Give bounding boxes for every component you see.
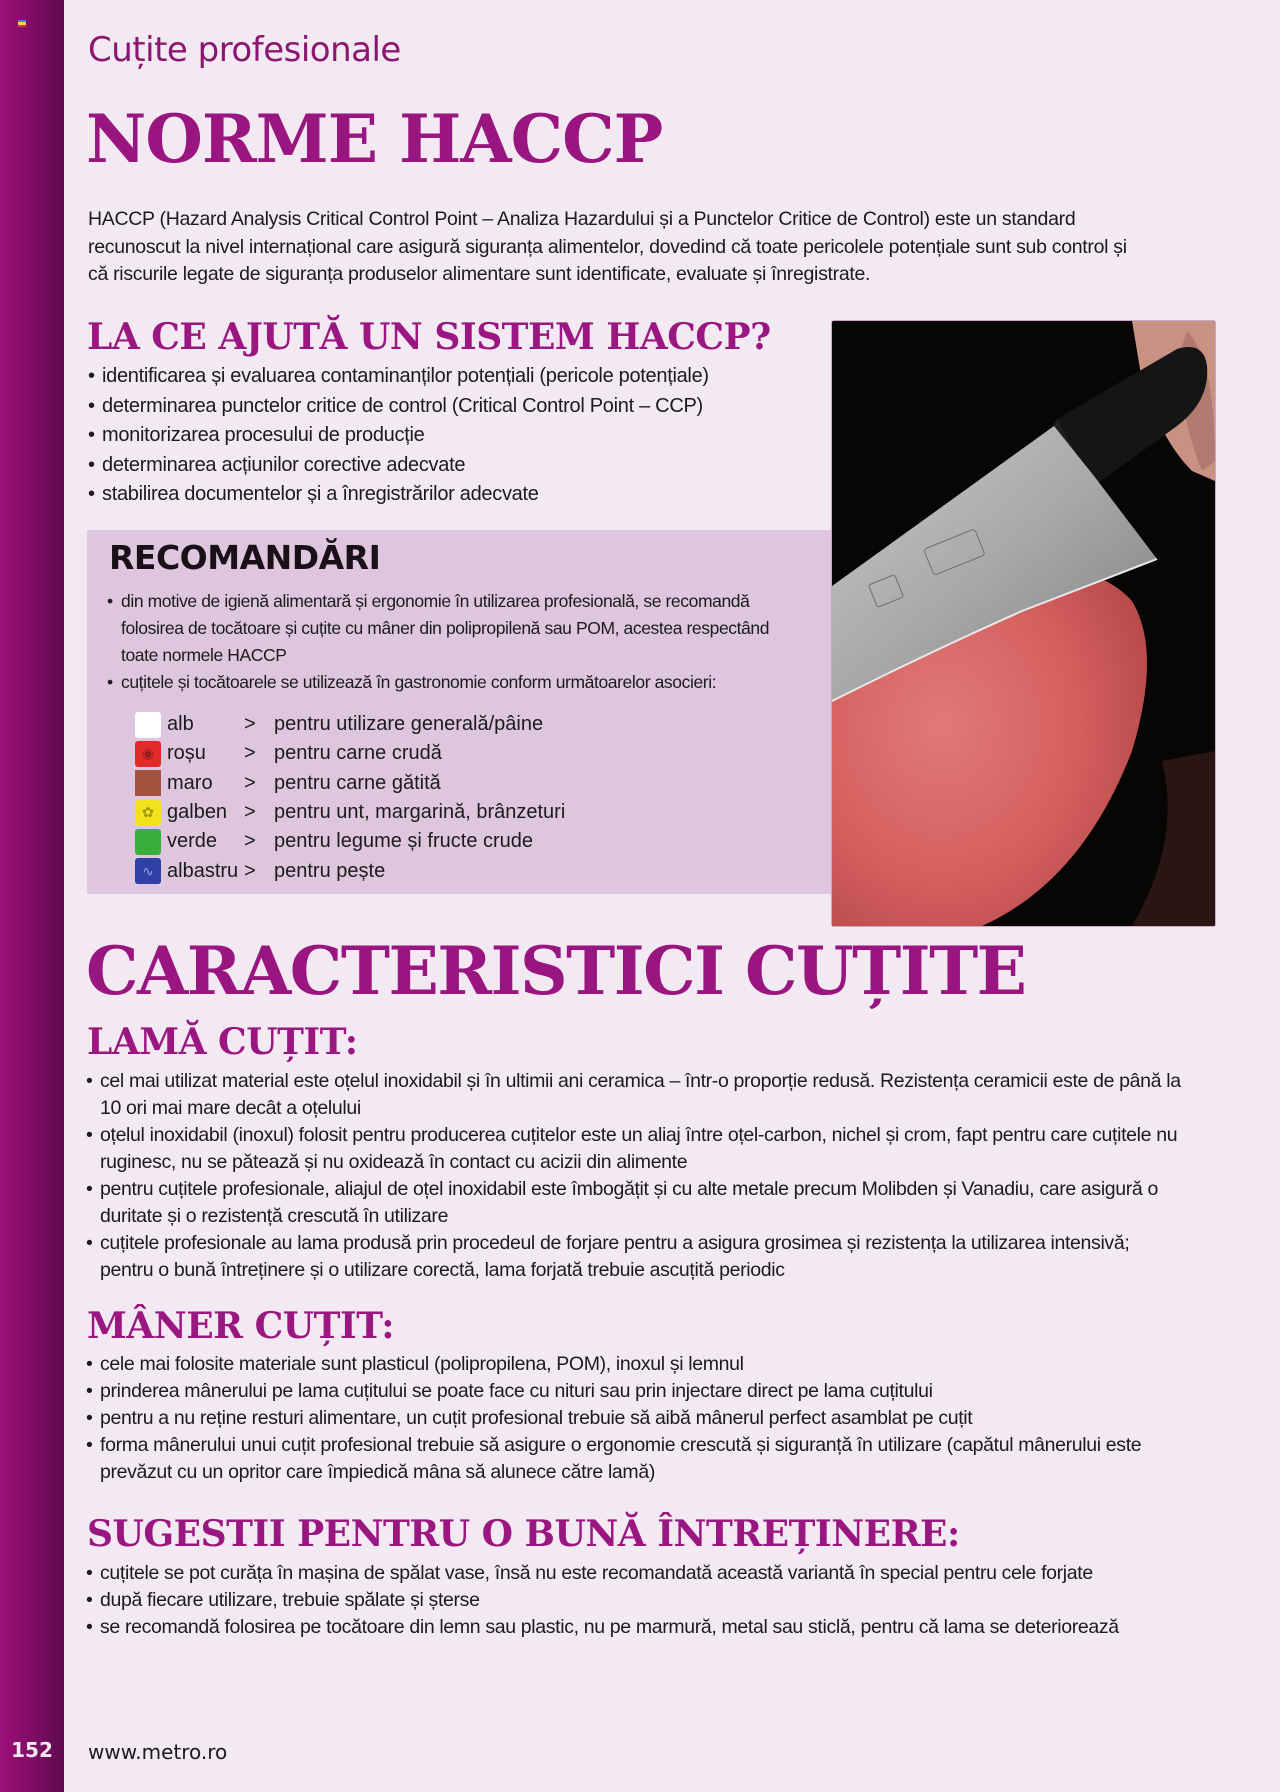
list-item: • determinarea acțiunilor corective adecvate <box>88 451 738 481</box>
list-item: • pentru a nu reține resturi alimentare, un cuțit profesional trebuie să aibă mânerul perfect asamblat pe cuțit <box>86 1405 1186 1432</box>
list-item: • din motive de igienă alimentară și ergonomie în utilizarea profesională, se recomandă folosirea de tocătoare și cuțite cu mâner din polipropilenă sau POM, acestea respectând toate normele HACCP <box>107 588 807 669</box>
list-item: • monitorizarea procesului de producție <box>88 421 738 451</box>
haccp-benefits-heading: LA CE AJUTĂ UN SISTEM HACCP? <box>87 316 771 358</box>
legend-row-green: verde > pentru legume și fructe crude <box>135 827 565 856</box>
vegetable-icon <box>135 829 161 855</box>
characteristics-title: CARACTERISTICI CUȚITE <box>86 932 1026 1010</box>
page-number: 152 <box>11 1738 53 1762</box>
list-item: • cuțitele se pot curăța în mașina de spălat vase, însă nu este recomandată această variantă în special pentru cele forjate <box>86 1560 1206 1587</box>
list-item: • identificarea și evaluarea contaminanților potențiali (pericole potențiale) <box>88 362 738 392</box>
legend-row-white: alb > pentru utilizare generală/pâine <box>135 710 565 739</box>
recommendations-box <box>87 530 832 894</box>
cow-icon: ◉ <box>135 741 161 767</box>
footer-website-link[interactable]: www.metro.ro <box>88 1740 228 1764</box>
bread-icon <box>135 712 161 738</box>
recommendations-list <box>107 588 807 696</box>
legend-row-yellow: ✿ galben > pentru unt, margarină, brânzeturi <box>135 798 565 827</box>
fish-icon: ∿ <box>135 858 161 884</box>
chicken-icon: ✿ <box>135 800 161 826</box>
list-item: • după fiecare utilizare, trebuie spălate și șterse <box>86 1587 1206 1614</box>
blade-list <box>86 1068 1186 1284</box>
maintenance-heading: SUGESTII PENTRU O BUNĂ ÎNTREȚINERE: <box>87 1513 960 1555</box>
legend-row-brown: maro > pentru carne gătită <box>135 769 565 798</box>
recommendations-heading: RECOMANDĂRI <box>109 538 381 577</box>
handle-heading: MÂNER CUȚIT: <box>87 1305 395 1347</box>
list-item: • se recomandă folosirea pe tocătoare din lemn sau plastic, nu pe marmură, metal sau sticlă, pentru că lama se deteriorează <box>86 1614 1206 1641</box>
list-item: • determinarea punctelor critice de control (Critical Control Point – CCP) <box>88 392 738 422</box>
list-item: • cel mai utilizat material este oțelul inoxidabil și în ultimii ani ceramica – într-o proporție redusă. Rezistența ceramicii este de până la 10 ori mai mare decât a oțelului <box>86 1068 1186 1122</box>
maintenance-list <box>86 1560 1206 1641</box>
list-item: • oțelul inoxidabil (inoxul) folosit pentru producerea cuțitelor este un aliaj între oțel-carbon, nichel și crom, fapt pentru care cuțitele nu ruginesc, nu se pătează și nu oxidează în contact cu acizii din alimente <box>86 1122 1186 1176</box>
list-item: • pentru cuțitele profesionale, aliajul de oțel inoxidabil este îmbogățit și cu alte metale precum Molibden și Vanadiu, care asigură o duritate și o rezistență crescută în utilizare <box>86 1176 1186 1230</box>
page-title: NORME HACCP <box>86 100 663 178</box>
intro-paragraph: HACCP (Hazard Analysis Critical Control Point – Analiza Hazardului și a Punctelor Critice de Control) este un standard recunoscut la nivel internațional care asigură siguranța alimentelor, dovedind că toate pericolele potențiale sunt sub control și că riscurile legate de siguranța produselor alimentare sunt identificate, evaluate și înregistrate. <box>88 208 1127 285</box>
haccp-benefits-list <box>88 362 738 510</box>
handle-list <box>86 1351 1186 1486</box>
list-item: • cele mai folosite materiale sunt plasticul (polipropilena, POM), inoxul și lemnul <box>86 1351 1186 1378</box>
blade-heading: LAMĂ CUȚIT: <box>87 1021 358 1063</box>
list-item: • forma mânerului unui cuțit profesional trebuie să asigure o ergonomie crescută și siguranță în utilizare (capătul mânerului este prevăzut cu un opritor care împiedică mâna să alunece către lamă) <box>86 1432 1186 1486</box>
cooked-meat-icon <box>135 770 161 796</box>
list-item: • cuțitele profesionale au lama produsă prin procedeul de forjare pentru a asigura grosimea și rezistența la utilizarea intensivă; pentru o bună întreținere și o utilizare corectă, lama forjată trebuie ascuțită periodic <box>86 1230 1186 1284</box>
list-item: • stabilirea documentelor și a înregistrărilor adecvate <box>88 480 738 510</box>
legend-row-red: ◉ roșu > pentru carne crudă <box>135 739 565 768</box>
list-item: • prinderea mânerului pe lama cuțitului se poate face cu nituri sau prin injectare direct pe lama cuțitului <box>86 1378 1186 1405</box>
legend-row-blue: ∿ albastru > pentru pește <box>135 856 565 885</box>
knife-meat-photo <box>832 321 1215 926</box>
color-code-legend <box>135 710 565 886</box>
list-item: • cuțitele și tocătoarele se utilizează în gastronomie conform următoarelor asocieri: <box>107 669 807 696</box>
section-kicker: Cuțite profesionale <box>88 30 401 70</box>
page-sidebar <box>0 0 64 1792</box>
language-flag-icon[interactable] <box>18 20 26 27</box>
